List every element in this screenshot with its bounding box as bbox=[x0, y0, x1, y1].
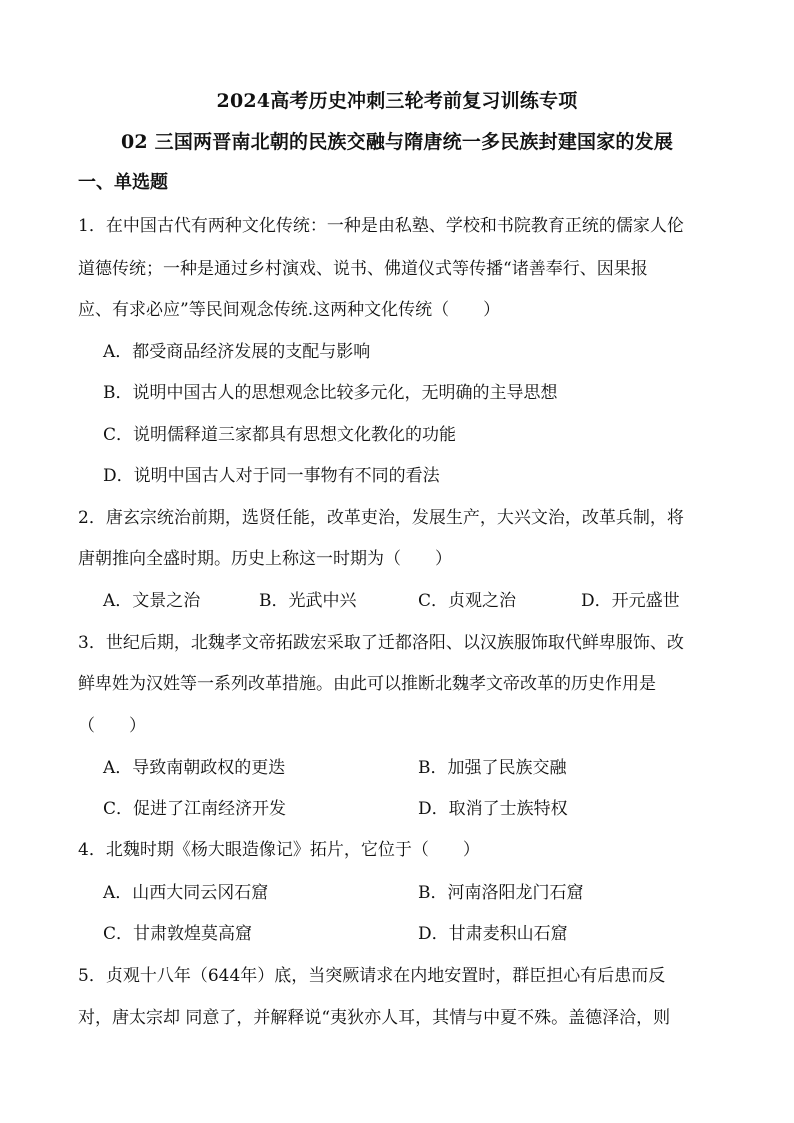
question-1-line-1: 1．在中国古代有两种文化传统：一种是由私塾、学校和书院教育正统的儒家人伦 bbox=[78, 216, 684, 236]
section-heading: 一、单选题 bbox=[78, 172, 168, 193]
question-4-option-c[interactable]: C．甘肃敦煌莫高窟 bbox=[103, 924, 253, 944]
question-2-option-a[interactable]: A．文景之治 bbox=[103, 591, 201, 611]
question-3-line-1: 3．世纪后期，北魏孝文帝拓跋宏采取了迁都洛阳、以汉族服饰取代鲜卑服饰、改 bbox=[78, 633, 684, 653]
question-3-option-d[interactable]: D．取消了士族特权 bbox=[418, 799, 568, 819]
question-2-line-2: 唐朝推向全盛时期。历史上称这一时期为（ ） bbox=[78, 549, 452, 569]
question-1-option-a[interactable]: A．都受商品经济发展的支配与影响 bbox=[103, 342, 371, 362]
question-4-option-b[interactable]: B．河南洛阳龙门石窟 bbox=[418, 883, 584, 903]
question-4-option-a[interactable]: A．山西大同云冈石窟 bbox=[103, 883, 269, 903]
question-1-option-b[interactable]: B．说明中国古人的思想观念比较多元化，无明确的主导思想 bbox=[103, 383, 558, 403]
question-1-option-c[interactable]: C．说明儒释道三家都具有思想文化教化的功能 bbox=[103, 425, 457, 445]
question-3-line-3: （ ） bbox=[78, 716, 146, 736]
document-title: 2024高考历史冲刺三轮考前复习训练专项 bbox=[216, 90, 578, 112]
question-4-option-d[interactable]: D．甘肃麦积山石窟 bbox=[418, 924, 568, 944]
document-subtitle: 02 三国两晋南北朝的民族交融与隋唐统一多民族封建国家的发展 bbox=[120, 131, 674, 153]
question-3-line-2: 鲜卑姓为汉姓等一系列改革措施。由此可以推断北魏孝文帝改革的历史作用是 bbox=[78, 674, 656, 694]
question-1-line-2: 道德传统；一种是通过乡村演戏、说书、佛道仪式等传播“诸善奉行、因果报 bbox=[78, 259, 648, 279]
question-4-line-1: 4．北魏时期《杨大眼造像记》拓片，它位于（ ） bbox=[78, 840, 480, 860]
question-1-option-d[interactable]: D．说明中国古人对于同一事物有不同的看法 bbox=[103, 466, 440, 486]
question-2-option-d[interactable]: D．开元盛世 bbox=[581, 591, 680, 611]
question-2-option-b[interactable]: B．光武中兴 bbox=[259, 591, 357, 611]
question-3-option-a[interactable]: A．导致南朝政权的更迭 bbox=[103, 758, 286, 778]
question-3-option-c[interactable]: C．促进了江南经济开发 bbox=[103, 799, 287, 819]
question-5-line-1: 5．贞观十八年（644年）底，当突厥请求在内地安置时，群臣担心有后患而反 bbox=[78, 966, 666, 986]
question-1-line-3: 应、有求必应”等民间观念传统.这两种文化传统（ ） bbox=[78, 300, 501, 320]
question-3-option-b[interactable]: B．加强了民族交融 bbox=[418, 758, 567, 778]
question-5-line-2: 对，唐太宗却 同意了，并解释说“夷狄亦人耳，其情与中夏不殊。盖德泽洽，则 bbox=[78, 1008, 671, 1028]
question-2-option-c[interactable]: C．贞观之治 bbox=[418, 591, 517, 611]
question-2-line-1: 2．唐玄宗统治前期，选贤任能，改革吏治，发展生产，大兴文治，改革兵制，将 bbox=[78, 508, 684, 528]
